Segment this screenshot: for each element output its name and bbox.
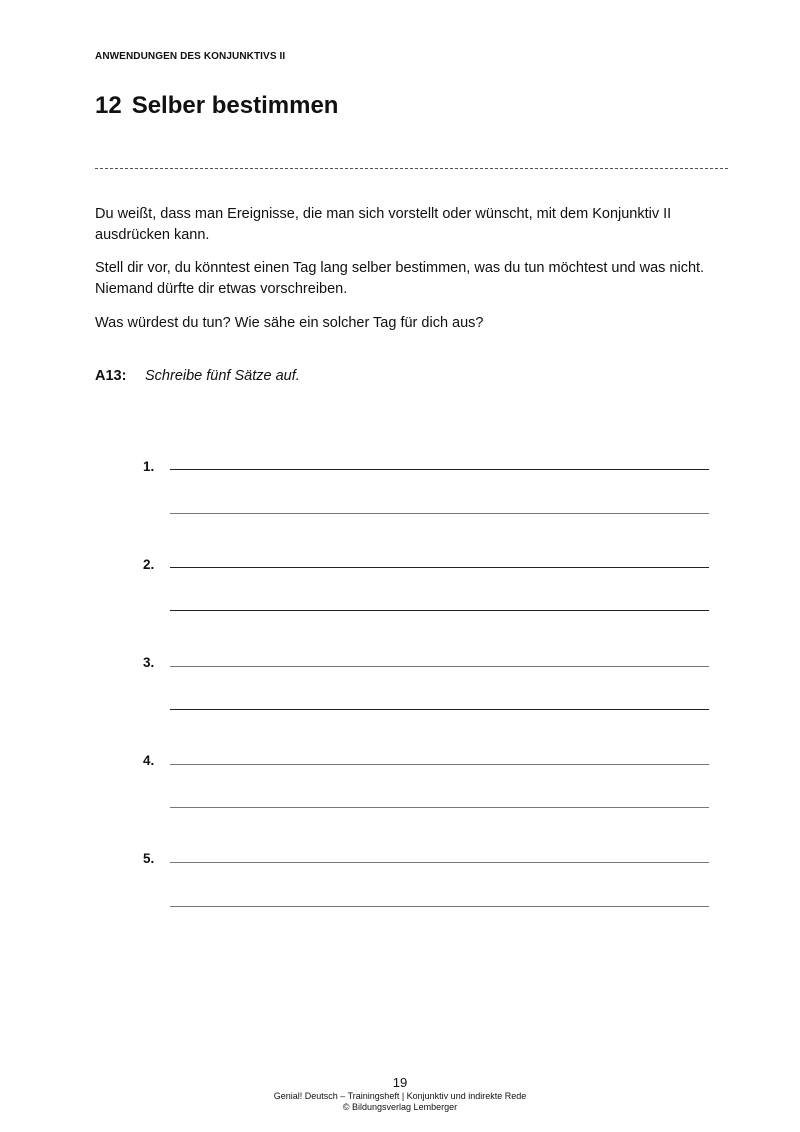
answer-4-line-1[interactable] [170, 764, 709, 765]
answer-3-number: 3. [143, 655, 155, 670]
answer-2-number: 2. [143, 557, 155, 572]
answer-1-line-1[interactable] [170, 469, 709, 470]
answer-5-line-2[interactable] [170, 906, 709, 907]
answer-3-line-2[interactable] [170, 709, 709, 710]
page-number: 19 [392, 1075, 408, 1090]
title-number: 12 [95, 92, 122, 119]
answer-2-line-1[interactable] [170, 567, 709, 568]
footer-publication: Genial! Deutsch – Trainingsheft | Konjunktiv und indirekte Rede [273, 1091, 527, 1101]
dashed-divider [95, 168, 728, 169]
answer-5-number: 5. [143, 851, 155, 866]
answer-4-number: 4. [143, 753, 155, 768]
intro-paragraph-1: Du weißt, dass man Ereignisse, die man sich vorstellt oder wünscht, mit dem Konjunktiv II ausdrücken kann. [95, 206, 672, 243]
intro-paragraph-2: Stell dir vor, du könntest einen Tag lang selber bestimmen, was du tun möchtest und was nicht. Niemand dürfte dir etwas vorschreiben. [95, 260, 705, 297]
answer-3-line-1[interactable] [170, 666, 709, 667]
answer-5-line-1[interactable] [170, 862, 709, 863]
task-instruction: Schreibe fünf Sätze auf. [145, 368, 300, 384]
answer-1-line-2[interactable] [170, 513, 709, 514]
answer-1-number: 1. [143, 459, 155, 474]
section-header: ANWENDUNGEN DES KONJUNKTIVS II [95, 51, 286, 62]
task-label: A13: [95, 368, 127, 384]
page-title [95, 92, 338, 120]
title-text: Selber bestimmen [131, 92, 339, 119]
footer-copyright: © Bildungsverlag Lemberger [342, 1102, 458, 1112]
answer-2-line-2[interactable] [170, 610, 709, 611]
intro-paragraph-3: Was würdest du tun? Wie sähe ein solcher Tag für dich aus? [95, 315, 484, 331]
answer-4-line-2[interactable] [170, 807, 709, 808]
